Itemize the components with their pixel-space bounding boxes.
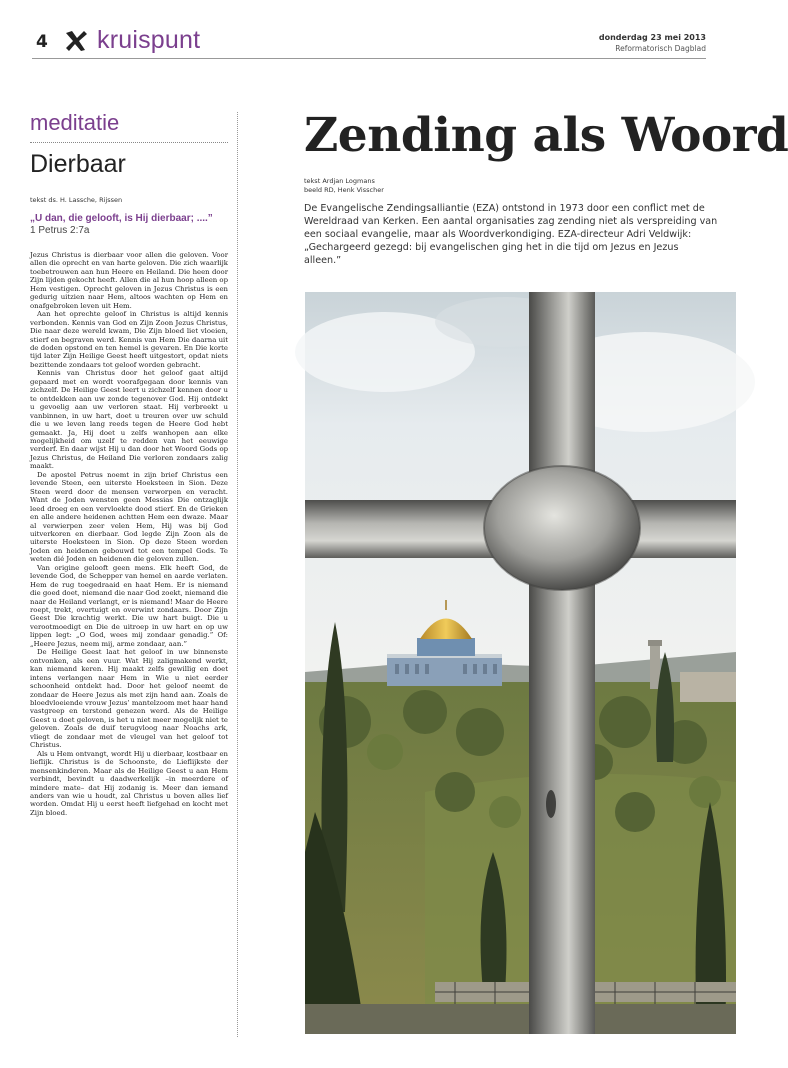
meditation-label: meditatie [30, 110, 120, 135]
bible-reference: 1 Petrus 2:7a [30, 225, 90, 236]
meditation-body [30, 251, 228, 817]
body-paragraph: Kennis van Christus door het geloof gaat altijd gepaard met en wordt voorafgegaan door kennis van zichzelf. De Heilige Geest leert u zichzelf kennen door u te ontdekken aan uw zonde tegenover God. Hij ontdekt u gevoelig aan uw verloren staat. Hij verbreekt u vanbinnen, in uw hart, doet u treuren over uw schuld die u we leven lang reeds tegen de Heere God hebt gemaakt. Ja, Hij doet u zelfs wanhopen aan elke mogelijkheid om uzelf te redden van het eeuwige verderf. En daar wijst Hij u dan door het Woord Gods op Jezus Christus, de Heiland Die verloren zondaars zalig maakt. [30, 369, 228, 471]
dotted-divider [30, 142, 228, 143]
meditation-quote: „U dan, die gelooft, is Hij dierbaar; ....” [30, 213, 213, 224]
column-divider [237, 112, 238, 1037]
body-paragraph: Aan het oprechte geloof in Christus is altijd kennis verbonden. Kennis van God en Zijn Zoon Jezus Christus, Die naar deze wereld kwam, Die Zijn bloed liet vloeien, stierf en begraven werd. Kennis van Hem Die daarna uit de doden opstond en ten hemel is gevaren. En Die korte tijd later Zijn Heilige Geest heeft uitgestort, opdat niets bezittende zondaars tot geloof worden gebracht. [30, 310, 228, 369]
issue-date: donderdag 23 mei 2013 [598, 33, 706, 42]
body-paragraph: Als u Hem ontvangt, wordt Hij u dierbaar, kostbaar en lieflijk. Christus is de Schoonste, de Lieflijkste der mensenkinderen. Maar als de Heilige Geest u aan Hem verbindt, bevindt u daadwerkelijk –in meerdere of mindere mate– dat Hij zodanig is. Meer dan iemand anders van wie u houdt, zal Christus u boven alles lief worden. Omdat Hij u eerst heeft liefgehad en kocht met Zijn bloed. [30, 749, 228, 817]
photo-credit: beeld RD, Henk Visscher [304, 186, 384, 194]
body-paragraph: De Heilige Geest laat het geloof in uw binnenste ontvonken, als een vuur. Wat Hij zaligmakend werkt, kan niemand keren. Hij maakt zelfs gewillig en doet intens verlangen naar Hem in Wie u niet eerder schoonheid ontdekt had. Door het geloof neemt de zondaar de Heere Jezus als met zijn hand aan. Zoals de bloedvloeiende vrouw Jezus’ mantelzoom met haar hand vastgreep en terstond genezen werd. Als de Heilige Geest u doet geloven, is het u niet meer mogelijk niet te geloven. Zoals de duif terugvloog naar Noachs ark, vliegt de zondaar met de vleugel van het geloof tot Christus. [30, 648, 228, 750]
kruispunt-logo-icon [64, 30, 88, 52]
article-intro: De Evangelische Zendingsalliantie (EZA) ontstond in 1973 door een conflict met de Wereldraad van Kerken. Een aantal organisaties zag zending niet als verspreiding van een sociaal evangelie, maar als Woordverkondiging. EZA-directeur Adri Veldwijk: „Gechargeerd gezegd: bij evangelischen ging het in die tijd om Jezus en Jezus alleen.” [304, 203, 718, 266]
article-title: Zending als Woord [304, 108, 788, 163]
body-paragraph: Van origine gelooft geen mens. Elk heeft God, de levende God, de Schepper van hemel en aarde verlaten. Hem de rug toegedraaid en haat Hem. Er is niemand die goed doet, niemand die naar God zoekt, niemand die naar de Heiland verlangt, er is niemand! Maar de Heere roept, trekt, overtuigt en overwint zondaars. Door Zijn Geest Die krachtig werkt. Die uw hart buigt. Die u verootmoedigt en Die de uitroep in uw hart en op uw lippen legt: „O God, wees mij zondaar genadig.” Of: „Heere Jezus, neem mij, arme zondaar, aan.” [30, 563, 228, 648]
body-paragraph: De apostel Petrus noemt in zijn brief Christus een levende Steen, een uiterste Hoeksteen in Sion. Deze Steen werd door de mensen verworpen en veracht. Want de Joden wensten geen Messias Die ontzaglijk leed droeg en een vervloekte dood stierf. En de Grieken en alle andere heidenen achtten Hem een dwaze. Maar al verwierpen zeer velen Hem, Hij was bij God uitverkoren en dierbaar. God legde Zijn Zoon als de uiterste Hoeksteen in Sion. Op deze Steen worden Joden en heidenen gebouwd tot een tempel Gods. Te weten dié Joden en heidenen die geloven zullen. [30, 470, 228, 564]
window-cross-photo [305, 292, 736, 1034]
meditation-byline: tekst ds. H. Lassche, Rijssen [30, 196, 123, 204]
newspaper-name: Reformatorisch Dagblad [615, 44, 706, 53]
body-paragraph: Jezus Christus is dierbaar voor allen die geloven. Voor allen die oprecht en van harte geloven. Die zich waarlijk toebetrouwen aan hun Heere en Heiland. Die heen door Zijn lijden gekocht heeft. Allen die al hun hoop alleen op Hem vestigen. Oprecht geloven in Jezus Christus is een gedurig uitzien naar Hem, altoos wachten op Hem en onafgebroken leven uit Hem. [30, 251, 228, 310]
section-name: kruispunt [97, 26, 201, 54]
meditation-column [30, 108, 228, 817]
text-credit: tekst Ardjan Logmans [304, 177, 375, 185]
page-number: 4 [36, 32, 48, 52]
article-photo [305, 292, 736, 1034]
meditation-title: Dierbaar [30, 150, 126, 178]
header-rule [32, 58, 706, 59]
